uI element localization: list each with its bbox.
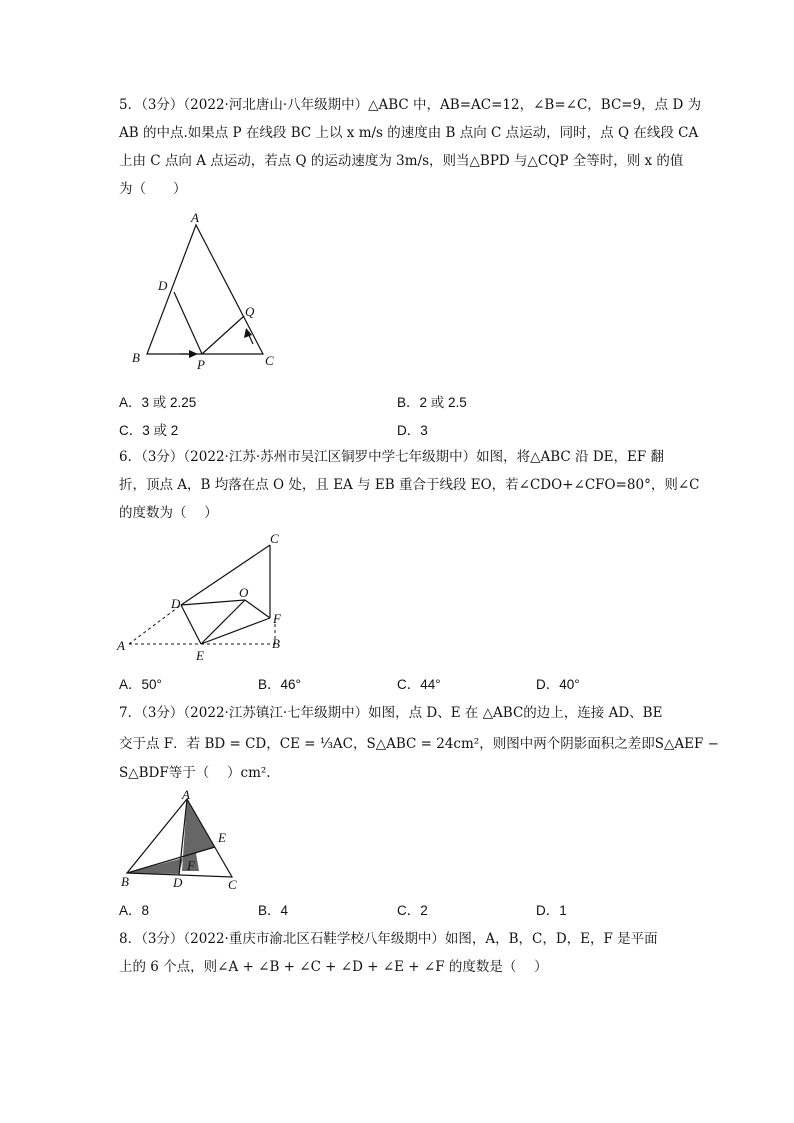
- q7-label-a: A: [182, 787, 190, 802]
- q6-line-2: 折，顶点 A，B 均落在点 O 处，且 EA 与 EB 重合于线段 EO，若∠CDO+∠CFO=80°，则∠C: [119, 477, 700, 493]
- q6-label-o: O: [239, 585, 249, 600]
- q5-option-b[interactable]: B．2 或 2.5: [397, 395, 467, 410]
- q5-option-c[interactable]: C．3 或 2: [119, 423, 179, 438]
- q5-line-2: AB 的中点.如果点 P 在线段 BC 上以 x m/s 的速度由 B 点向 C 点运动，同时，点 Q 在线段 CA: [119, 125, 699, 141]
- q5-label-d: D: [158, 278, 168, 293]
- q7-option-c[interactable]: C．2: [397, 903, 428, 918]
- q6-label-f: F: [273, 611, 281, 626]
- q6-label-e: E: [196, 648, 204, 663]
- q8-line-2: 上的 6 个点，则∠A + ∠B + ∠C + ∠D + ∠E + ∠F 的度数是（ ）: [119, 959, 548, 975]
- q7-label-b: B: [121, 874, 129, 889]
- q5-option-a[interactable]: A．3 或 2.25: [119, 395, 197, 410]
- q5-line-4: 为（ ）: [119, 181, 187, 197]
- q7-label-d: D: [173, 875, 183, 890]
- q7-option-d[interactable]: D．1: [536, 903, 567, 918]
- q7-label-f: F: [187, 858, 195, 873]
- q7-figure: [115, 787, 255, 897]
- q6-option-d[interactable]: D．40°: [536, 677, 580, 692]
- q5-label-a: A: [191, 212, 199, 225]
- q5-option-d[interactable]: D．3: [397, 423, 428, 438]
- q6-line-3: 的度数为（ ）: [119, 505, 218, 521]
- q7-shaded-bdf: [127, 858, 183, 874]
- q5-label-c: C: [265, 353, 274, 368]
- q6-figure: [115, 530, 295, 665]
- q5-label-p: P: [197, 357, 205, 372]
- q6-label-c: C: [270, 531, 279, 546]
- q6-line-1: 6．（3分）（2022·江苏·苏州市吴江区铜罗中学七年级期中）如图，将△ABC 沿 DE，EF 翻: [119, 449, 665, 465]
- q8-line-1: 8．（3分）（2022·重庆市渝北区石鞋学校八年级期中）如图，A，B，C，D，E，F 是平面: [119, 931, 658, 947]
- q7-line-2: 交于点 F．若 BD = CD，CE = ⅓AC，S△ABC = 24cm²，则图中两个阴影面积之差即S△AEF −: [119, 736, 719, 752]
- q5-line-3: 上由 C 点向 A 点运动，若点 Q 的运动速度为 3m/s，则当△BPD 与△CQP 全等时，则 x 的值: [119, 153, 684, 169]
- q7-line-3: S△BDF等于（ ）cm².: [119, 765, 271, 781]
- q7-label-c: C: [228, 877, 237, 892]
- q6-label-b: B: [272, 636, 280, 651]
- q6-option-c[interactable]: C．44°: [397, 677, 441, 692]
- q6-label-a: A: [117, 638, 125, 653]
- q7-option-a[interactable]: A．8: [119, 903, 150, 918]
- q5-figure: [120, 212, 300, 377]
- q6-option-a[interactable]: A．50°: [119, 677, 162, 692]
- q5-label-b: B: [132, 350, 140, 365]
- q6-label-d: D: [171, 596, 181, 611]
- q5-line-1: 5．（3分）（2022·河北唐山·八年级期中）△ABC 中，AB=AC=12，∠B=∠C，BC=9，点 D 为: [119, 97, 702, 113]
- q5-label-q: Q: [245, 304, 255, 319]
- q7-label-e: E: [218, 830, 226, 845]
- q6-option-b[interactable]: B．46°: [258, 677, 301, 692]
- q7-line-1: 7．（3分）（2022·江苏镇江·七年级期中）如图，点 D、E 在 △ABC的边上，连接 AD、BE: [119, 705, 663, 721]
- q7-option-b[interactable]: B．4: [258, 903, 289, 918]
